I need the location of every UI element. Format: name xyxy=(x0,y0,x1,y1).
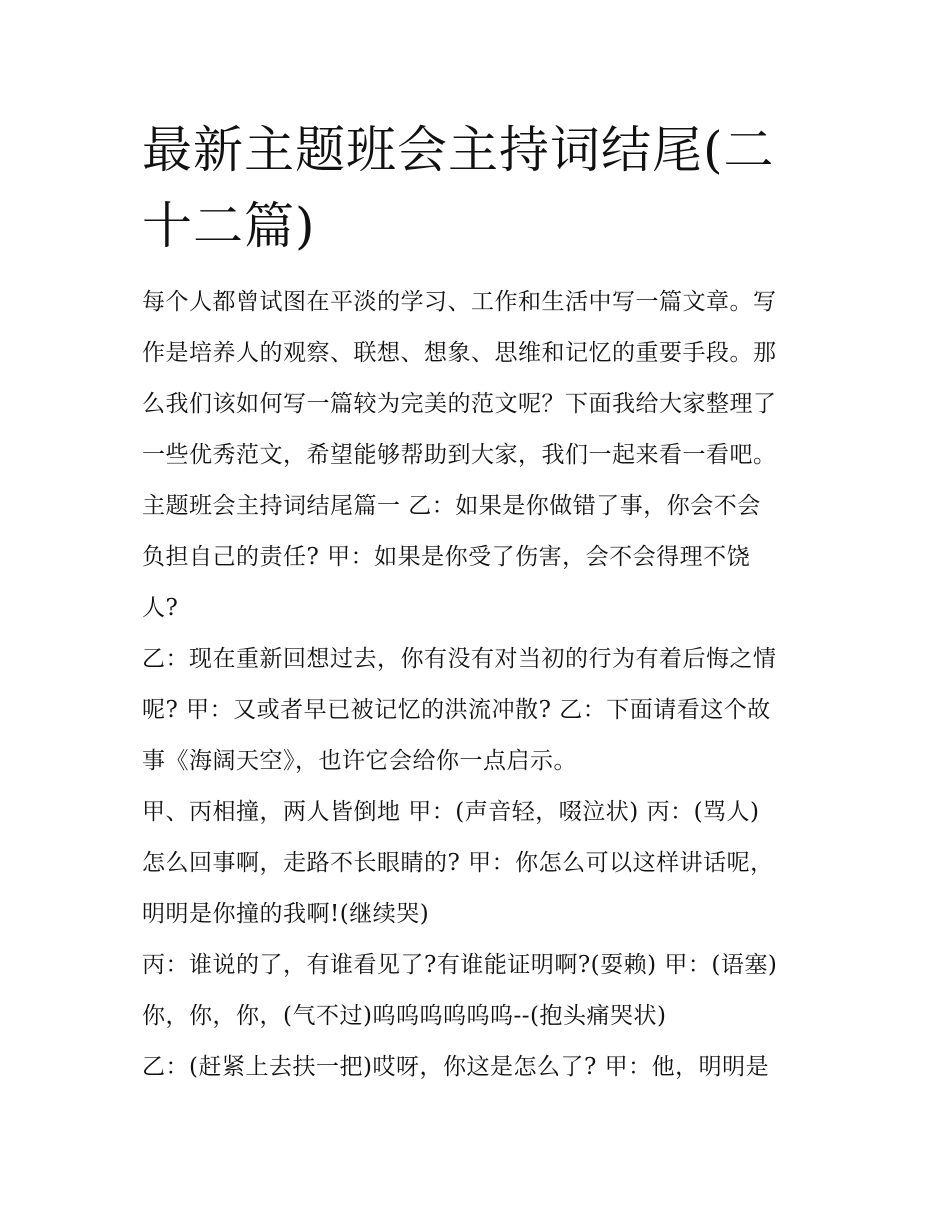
body-line: 乙：(赶紧上去扶一把)哎呀，你这是怎么了? 甲：他，明明是 xyxy=(142,1054,770,1080)
body-line: 乙：现在重新回想过去，你有没有对当初的行为有着后悔之情 xyxy=(142,646,777,672)
body-line: 主题班会主持词结尾篇一 乙：如果是你做错了事，你会不会 xyxy=(142,493,761,519)
document-title: 最新主题班会主持词结尾(二十二篇) xyxy=(142,121,775,255)
body-line: 一些优秀范文，希望能够帮助到大家，我们一起来看一看吧。 xyxy=(142,442,777,468)
body-line: 人? xyxy=(142,595,179,621)
body-line: 丙：谁说的了，有谁看见了?有谁能证明啊?(耍赖) 甲：(语塞) xyxy=(142,952,778,978)
body-line: 么我们该如何写一篇较为完美的范文呢？下面我给大家整理了 xyxy=(142,391,777,417)
body-line: 怎么回事啊，走路不长眼睛的? 甲：你怎么可以这样讲话呢， xyxy=(142,850,774,876)
body-line: 明明是你撞的我啊!(继续哭) xyxy=(142,901,430,927)
body-line: 负担自己的责任? 甲：如果是你受了伤害，会不会得理不饶 xyxy=(142,544,751,570)
body-line: 每个人都曾试图在平淡的学习、工作和生活中写一篇文章。写 xyxy=(142,289,777,315)
body-line: 事《海阔天空》，也许它会给你一点启示。 xyxy=(142,748,577,774)
body-line: 作是培养人的观察、联想、想象、思维和记忆的重要手段。那 xyxy=(142,340,777,366)
body-line: 甲、丙相撞，两人皆倒地 甲：(声音轻，啜泣状) 丙：(骂人) xyxy=(142,799,760,825)
document-body xyxy=(142,280,832,1096)
body-line: 你，你，你，(气不过)呜呜呜呜呜呜--(抱头痛哭状) xyxy=(142,1003,667,1029)
body-line: 呢? 甲：又或者早已被记忆的洪流冲散? 乙：下面请看这个故 xyxy=(142,697,771,723)
